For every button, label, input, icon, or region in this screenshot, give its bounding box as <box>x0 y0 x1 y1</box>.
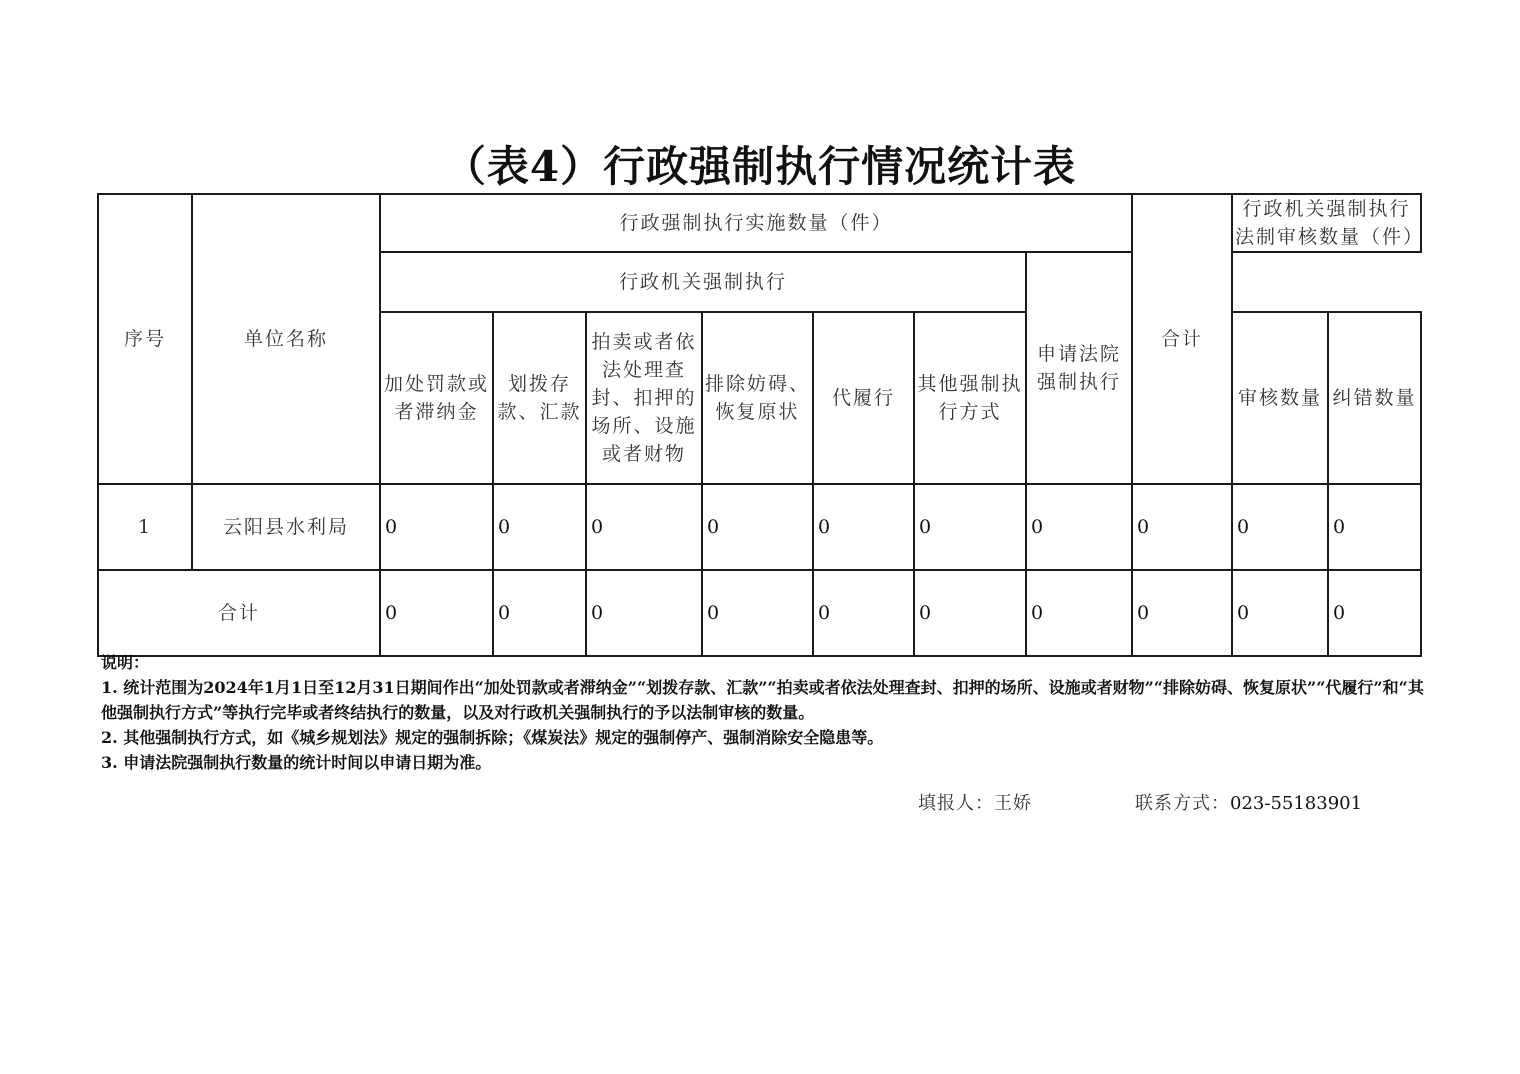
total-row <box>98 570 1421 656</box>
row-value: 0 <box>1232 484 1328 570</box>
row-value: 0 <box>702 484 813 570</box>
table-row <box>98 484 1421 570</box>
stats-table <box>97 193 1425 657</box>
header-col-other: 其他强制执行方式 <box>914 312 1026 484</box>
header-review: 审核数量 <box>1232 312 1328 484</box>
row-value: 0 <box>380 484 493 570</box>
filler-info <box>918 789 1032 815</box>
row-value: 0 <box>914 484 1026 570</box>
total-value: 0 <box>813 570 914 656</box>
total-value: 0 <box>380 570 493 656</box>
row-value: 0 <box>1328 484 1421 570</box>
row-value: 0 <box>493 484 586 570</box>
filler-name: 王娇 <box>994 793 1032 814</box>
note-item: 1. 统计范围为2024年1月1日至12月31日期间作出“加处罚款或者滞纳金”“划拨存款、汇款”“拍卖或者依法处理查封、扣押的场所、设施或者财物”“排除妨碍、恢复原状”“代履行”和“其他强制执行方式”等执行完毕或者终结执行的数量，以及对行政机关强制执行的予以法制审核的数量。 <box>101 678 1424 722</box>
total-value: 0 <box>1232 570 1328 656</box>
header-admin-enforce: 行政机关强制执行 <box>380 252 1026 312</box>
contact-number: 023-55183901 <box>1230 793 1363 814</box>
contact-info <box>1135 789 1362 815</box>
total-value: 0 <box>702 570 813 656</box>
notes-section <box>101 650 1431 775</box>
note-item: 3. 申请法院强制执行数量的统计时间以申请日期为准。 <box>101 753 492 772</box>
header-correct: 纠错数量 <box>1328 312 1421 484</box>
total-value: 0 <box>586 570 702 656</box>
row-value: 0 <box>586 484 702 570</box>
page-title: （表4）行政强制执行情况统计表 <box>443 142 1077 191</box>
total-value: 0 <box>493 570 586 656</box>
contact-label: 联系方式： <box>1135 793 1230 814</box>
header-unit-name: 单位名称 <box>192 194 380 484</box>
header-review-count: 行政机关强制执行法制审核数量（件） <box>1232 194 1421 252</box>
header-total: 合计 <box>1132 194 1232 484</box>
total-row-label: 合计 <box>98 570 380 656</box>
row-value: 0 <box>813 484 914 570</box>
row-value: 0 <box>1132 484 1232 570</box>
total-value: 0 <box>1026 570 1132 656</box>
row-unit-name: 云阳县水利局 <box>192 484 380 570</box>
header-col-remove-obstruction: 排除妨碍、恢复原状 <box>702 312 813 484</box>
notes-heading: 说明： <box>101 653 150 672</box>
header-col-transfer: 划拨存款、汇款 <box>493 312 586 484</box>
row-value: 0 <box>1026 484 1132 570</box>
header-court-enforce: 申请法院强制执行 <box>1026 252 1132 484</box>
filler-label: 填报人： <box>918 793 994 814</box>
total-value: 0 <box>1328 570 1421 656</box>
row-seq: 1 <box>98 484 192 570</box>
total-value: 0 <box>1132 570 1232 656</box>
header-enforce-count: 行政强制执行实施数量（件） <box>380 194 1132 252</box>
header-col-auction: 拍卖或者依法处理查封、扣押的场所、设施或者财物 <box>586 312 702 484</box>
total-value: 0 <box>914 570 1026 656</box>
note-item: 2. 其他强制执行方式，如《城乡规划法》规定的强制拆除；《煤炭法》规定的强制停产、强制消除安全隐患等。 <box>101 728 884 747</box>
header-seq: 序号 <box>98 194 192 484</box>
header-col-substitute: 代履行 <box>813 312 914 484</box>
header-col-fine: 加处罚款或者滞纳金 <box>380 312 493 484</box>
